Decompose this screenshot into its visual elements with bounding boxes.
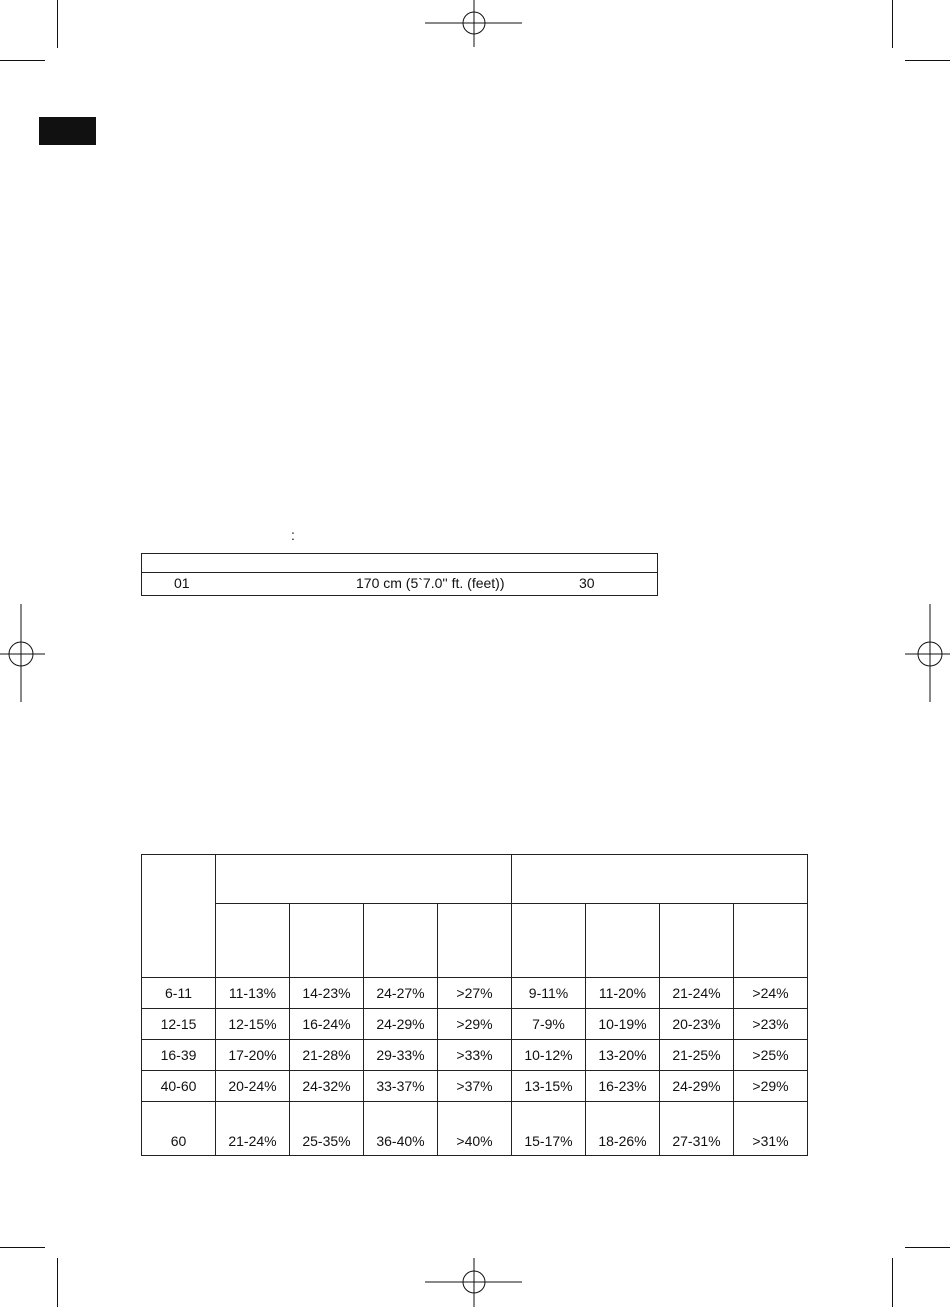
crop-mark-bottom-right-v	[892, 1258, 893, 1307]
age-range-cell: 12-15	[142, 1009, 216, 1040]
example-header-cell	[142, 554, 658, 573]
bodyfat-group-header-row	[142, 855, 808, 904]
value-cell: 10-19%	[586, 1009, 660, 1040]
crop-mark-top-right-h	[905, 60, 950, 61]
value-cell: 24-29%	[364, 1009, 438, 1040]
value-cell: 16-23%	[586, 1071, 660, 1102]
value-cell: 36-40%	[364, 1102, 438, 1156]
example-age-value: 30	[579, 575, 595, 591]
value-cell: 29-33%	[364, 1040, 438, 1071]
table-row	[142, 1009, 808, 1040]
value-cell: 7-9%	[512, 1009, 586, 1040]
value-cell: >37%	[438, 1071, 512, 1102]
subheader-cell	[290, 904, 364, 978]
value-cell: 18-26%	[586, 1102, 660, 1156]
value-cell: >24%	[734, 978, 808, 1009]
registration-mark-bottom	[425, 1258, 525, 1307]
registration-mark-right	[904, 604, 950, 704]
registration-mark-top	[425, 0, 525, 48]
body-fat-table	[141, 854, 808, 1156]
age-range-cell: 16-39	[142, 1040, 216, 1071]
example-data-row	[142, 573, 658, 596]
table-row	[142, 1102, 808, 1156]
value-cell: 13-20%	[586, 1040, 660, 1071]
value-cell: >25%	[734, 1040, 808, 1071]
crop-mark-bottom-right-h	[905, 1247, 950, 1248]
value-cell: 21-25%	[660, 1040, 734, 1071]
value-cell: 24-27%	[364, 978, 438, 1009]
example-label-colon: :	[291, 527, 295, 543]
crop-mark-bottom-left-v	[57, 1258, 58, 1307]
registration-mark-left	[0, 604, 46, 704]
value-cell: 20-23%	[660, 1009, 734, 1040]
value-cell: >29%	[438, 1009, 512, 1040]
subheader-cell	[660, 904, 734, 978]
value-cell: >29%	[734, 1071, 808, 1102]
age-range-cell: 60	[142, 1102, 216, 1156]
age-header-cell	[142, 855, 216, 978]
subheader-cell	[734, 904, 808, 978]
value-cell: 9-11%	[512, 978, 586, 1009]
value-cell: 20-24%	[216, 1071, 290, 1102]
value-cell: >23%	[734, 1009, 808, 1040]
value-cell: 17-20%	[216, 1040, 290, 1071]
value-cell: 25-35%	[290, 1102, 364, 1156]
value-cell: 16-24%	[290, 1009, 364, 1040]
value-cell: >33%	[438, 1040, 512, 1071]
subheader-cell	[216, 904, 290, 978]
value-cell: >27%	[438, 978, 512, 1009]
crop-mark-bottom-left-h	[0, 1247, 45, 1248]
value-cell: 21-24%	[660, 978, 734, 1009]
example-settings-table	[141, 553, 658, 596]
language-tab-marker	[39, 117, 96, 145]
value-cell: 24-29%	[660, 1071, 734, 1102]
bodyfat-subheader-row	[142, 904, 808, 978]
value-cell: 14-23%	[290, 978, 364, 1009]
example-header-row	[142, 554, 658, 573]
value-cell: 13-15%	[512, 1071, 586, 1102]
subheader-cell	[512, 904, 586, 978]
value-cell: 27-31%	[660, 1102, 734, 1156]
table-row	[142, 978, 808, 1009]
value-cell: >31%	[734, 1102, 808, 1156]
value-cell: 12-15%	[216, 1009, 290, 1040]
crop-mark-top-left-v	[57, 0, 58, 48]
table-row	[142, 1071, 808, 1102]
value-cell: 11-13%	[216, 978, 290, 1009]
age-range-cell: 40-60	[142, 1071, 216, 1102]
example-data-cell	[142, 573, 658, 596]
crop-mark-top-left-h	[0, 60, 45, 61]
value-cell: 15-17%	[512, 1102, 586, 1156]
example-memory-value: 01	[174, 575, 190, 591]
value-cell: 21-28%	[290, 1040, 364, 1071]
age-range-cell: 6-11	[142, 978, 216, 1009]
value-cell: 33-37%	[364, 1071, 438, 1102]
value-cell: 10-12%	[512, 1040, 586, 1071]
subheader-cell	[586, 904, 660, 978]
table-row	[142, 1040, 808, 1071]
value-cell: 11-20%	[586, 978, 660, 1009]
example-height-value: 170 cm (5`7.0'' ft. (feet))	[356, 575, 505, 591]
crop-mark-top-right-v	[892, 0, 893, 48]
group-header-1	[216, 855, 512, 904]
value-cell: 24-32%	[290, 1071, 364, 1102]
value-cell: >40%	[438, 1102, 512, 1156]
subheader-cell	[438, 904, 512, 978]
value-cell: 21-24%	[216, 1102, 290, 1156]
group-header-2	[512, 855, 808, 904]
subheader-cell	[364, 904, 438, 978]
